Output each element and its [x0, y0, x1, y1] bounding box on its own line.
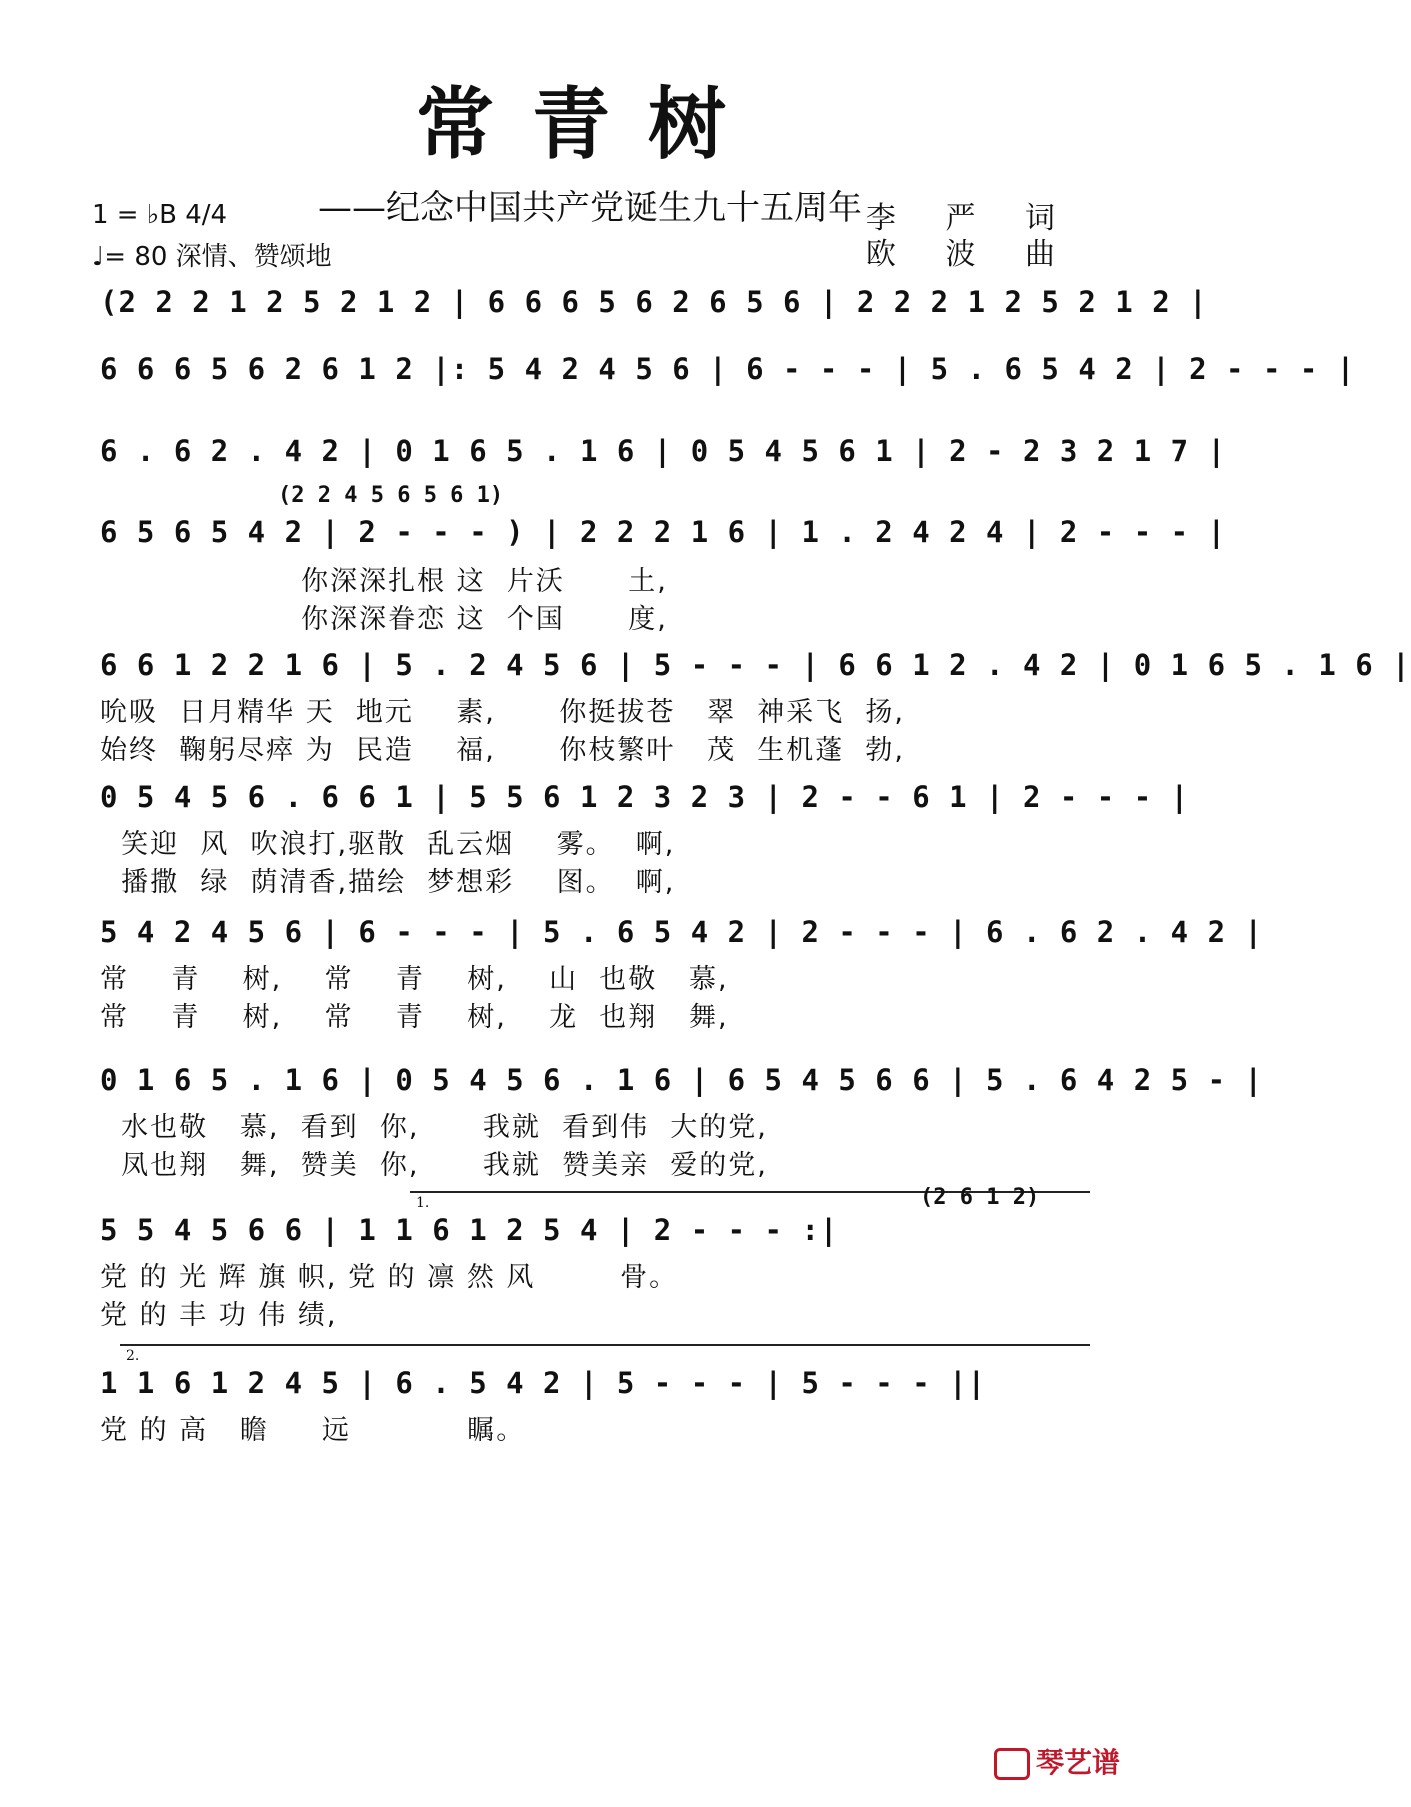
song-title: 常青树: [415, 80, 764, 170]
lyrics-verse-1: 常 青 树, 常 青 树, 山 也敬 慕,: [100, 964, 729, 995]
notation: (2 2 2 1 2 5 2 1 2 | 6 6 6 5 6 2 6 5 6 | 2 2 2 1 2 5 2 1 2 |: [100, 285, 1208, 319]
tempo-marking: ♩= 80 深情、赞颂地: [92, 242, 332, 272]
key-signature: 1 = ♭B 4/4: [92, 200, 228, 230]
notation: 6 6 1 2 2 1 6 | 5 . 2 4 5 6 | 5 - - - | 6 6 1 2 . 4 2 | 0 1 6 5 . 1 6 |: [100, 648, 1411, 682]
lyrics-verse-2: 播撒 绿 荫清香,描绘 梦想彩 图。 啊,: [100, 867, 676, 898]
volta-label: 1.: [416, 1195, 430, 1211]
lyrics-verse-2: 党 的 丰 功 伟 绩,: [100, 1300, 338, 1331]
lyrics-verse-2: 你深深眷恋 这 个国 度,: [100, 604, 668, 635]
notation: 6 6 6 5 6 2 6 1 2 |: 5 4 2 4 5 6 | 6 - - - | 5 . 6 5 4 2 | 2 - - - |: [100, 352, 1356, 386]
intro-parenthetical: (2 2 4 5 6 5 6 1): [278, 483, 504, 508]
site-logo: [994, 1741, 1120, 1781]
notation: 6 . 6 2 . 4 2 | 0 1 6 5 . 1 6 | 0 5 4 5 6 1 | 2 - 2 3 2 1 7 |: [100, 434, 1227, 468]
lyrics-verse-1: 党 的 高 瞻 远 瞩。: [100, 1415, 526, 1446]
lyrics-verse-1: 水也敬 慕, 看到 你, 我就 看到伟 大的党,: [100, 1112, 768, 1143]
lyrics-verse-1: 党 的 光 辉 旗 帜, 党 的 凛 然 风 骨。: [100, 1262, 679, 1293]
song-subtitle: ——纪念中国共产党诞生九十五周年: [318, 188, 862, 228]
lyricist-credit: 李 严 词: [865, 201, 1075, 236]
notation: 6 5 6 5 4 2 | 2 - - - ) | 2 2 2 1 6 | 1 . 2 4 2 4 | 2 - - - |: [100, 515, 1227, 549]
lyrics-verse-1: 你深深扎根 这 片沃 土,: [100, 566, 668, 597]
lyrics-verse-1: 吮吸 日月精华 天 地元 素, 你挺拔苍 翠 神采飞 扬,: [100, 697, 905, 728]
lyrics-verse-2: 常 青 树, 常 青 树, 龙 也翔 舞,: [100, 1002, 729, 1033]
second-ending-bracket: [120, 1344, 1090, 1364]
notation: 1 1 6 1 2 4 5 | 6 . 5 4 2 | 5 - - - | 5 - - - ||: [100, 1366, 987, 1400]
notation: 0 1 6 5 . 1 6 | 0 5 4 5 6 . 1 6 | 6 5 4 5 6 6 | 5 . 6 4 2 5 - |: [100, 1063, 1263, 1097]
logo-text: 琴艺谱: [1035, 1746, 1120, 1779]
lyrics-verse-2: 始终 鞠躬尽瘁 为 民造 福, 你枝繁叶 茂 生机蓬 勃,: [100, 735, 905, 766]
composer-credit: 欧 波 曲: [865, 237, 1075, 272]
lyrics-verse-2: 凤也翔 舞, 赞美 你, 我就 赞美亲 爱的党,: [100, 1150, 768, 1181]
notation: 0 5 4 5 6 . 6 6 1 | 5 5 6 1 2 3 2 3 | 2 - - 6 1 | 2 - - - |: [100, 780, 1190, 814]
notation: 5 4 2 4 5 6 | 6 - - - | 5 . 6 5 4 2 | 2 - - - | 6 . 6 2 . 4 2 |: [100, 915, 1263, 949]
notation: 5 5 4 5 6 6 | 1 1 6 1 2 5 4 | 2 - - - :|: [100, 1213, 839, 1247]
logo-icon: [994, 1748, 1030, 1780]
lyrics-verse-1: 笑迎 风 吹浪打,驱散 乱云烟 雾。 啊,: [100, 829, 676, 860]
ending-parenthetical: (2 6 1 2): [920, 1185, 1040, 1210]
volta-label: 2.: [126, 1348, 140, 1364]
